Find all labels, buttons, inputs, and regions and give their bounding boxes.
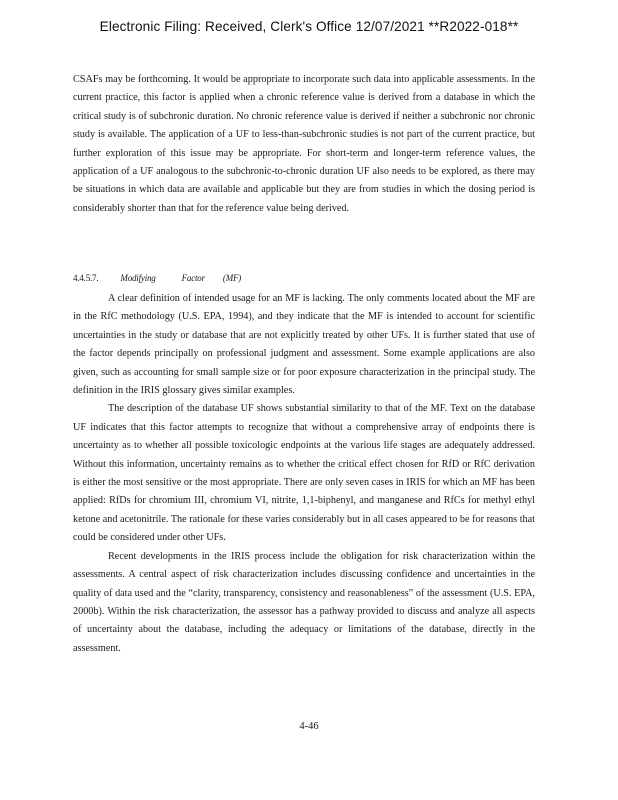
section-paragraph-3: Recent developments in the IRIS process include the obligation for risk characterization within the assessments. A central aspect of risk characterization includes discussing confidence and uncertainties in the quality of data used and the “clarity, transparency, consistency and reasonableness” of the assessment (U.S. EPA, 2000b). Within the risk characterization, the assessor has a pathway provided to discuss and analyze all aspects of uncertainty about the database, including the adequacy or limitations of the database, directly in the assessment.	[73, 550, 535, 654]
section-title-word-1: Modifying	[120, 273, 156, 283]
page-number: 4-46	[299, 721, 319, 732]
section-title-word-2: Factor	[181, 273, 205, 283]
section-body	[73, 290, 535, 658]
intro-paragraph: CSAFs may be forthcoming. It would be appropriate to incorporate such data into applicable assessments. In the current practice, this factor is applied when a chronic reference value is derived from a database in which the critical study is of subchronic duration. No chronic reference value is derived if neither a subchronic nor chronic study is available. The application of a UF to less-than-subchronic studies is not part of the current practice, but further exploration of this issue may be appropriate. For short-term and longer-term reference values, the application of a UF analogous to the subchronic-to-chronic duration UF also needs to be explored, as there may be situations in which data are available and applicable but they are from studies in which the dosing period is considerably shorter than that for the reference value being derived.	[73, 74, 535, 214]
section-title-abbrev: (MF)	[222, 273, 242, 283]
section-paragraph-2: The description of the database UF shows substantial similarity to that of the MF. Text on the database UF indicates that this factor attempts to recognize that without a comprehensive array of endpoints there is uncertainty as to whether all possible toxicologic endpoints at the various life stages are adequately addressed. Without this information, uncertainty remains as to whether the critical effect chosen for RfD or RfC derivation is either the most sensitive or the most appropriate. There are only seven cases in IRIS for which an MF has been applied: RfDs for chromium III, chromium VI, nitrite, 1,1-biphenyl, and manganese and RfCs for methyl ethyl ketone and acetonitrile. The rationale for these varies considerably but in all cases appeared to be for reasons that could be considered under other UFs.	[73, 403, 535, 544]
section-number: 4.4.5.7.	[73, 273, 99, 283]
section-paragraph-1: A clear definition of intended usage for an MF is lacking. The only comments located about the MF are in the RfC methodology (U.S. EPA, 1994), and they indicate that the MF is intended to account for scientific uncertainties in the study or database that are not explicitly treated by other UFs. It is further stated that use of the factor depends principally on professional judgment and assessment. Some example applications are also given, such as accounting for small sample size or for poor exposure characterization in the principal study. The definition in the IRIS glossary gives similar examples.	[73, 293, 535, 397]
intro-paragraph-block	[73, 71, 535, 218]
filing-stamp-header: Electronic Filing: Received, Clerk's Office 12/07/2021 **R2022-018**	[99, 19, 519, 34]
section-heading	[73, 273, 241, 283]
